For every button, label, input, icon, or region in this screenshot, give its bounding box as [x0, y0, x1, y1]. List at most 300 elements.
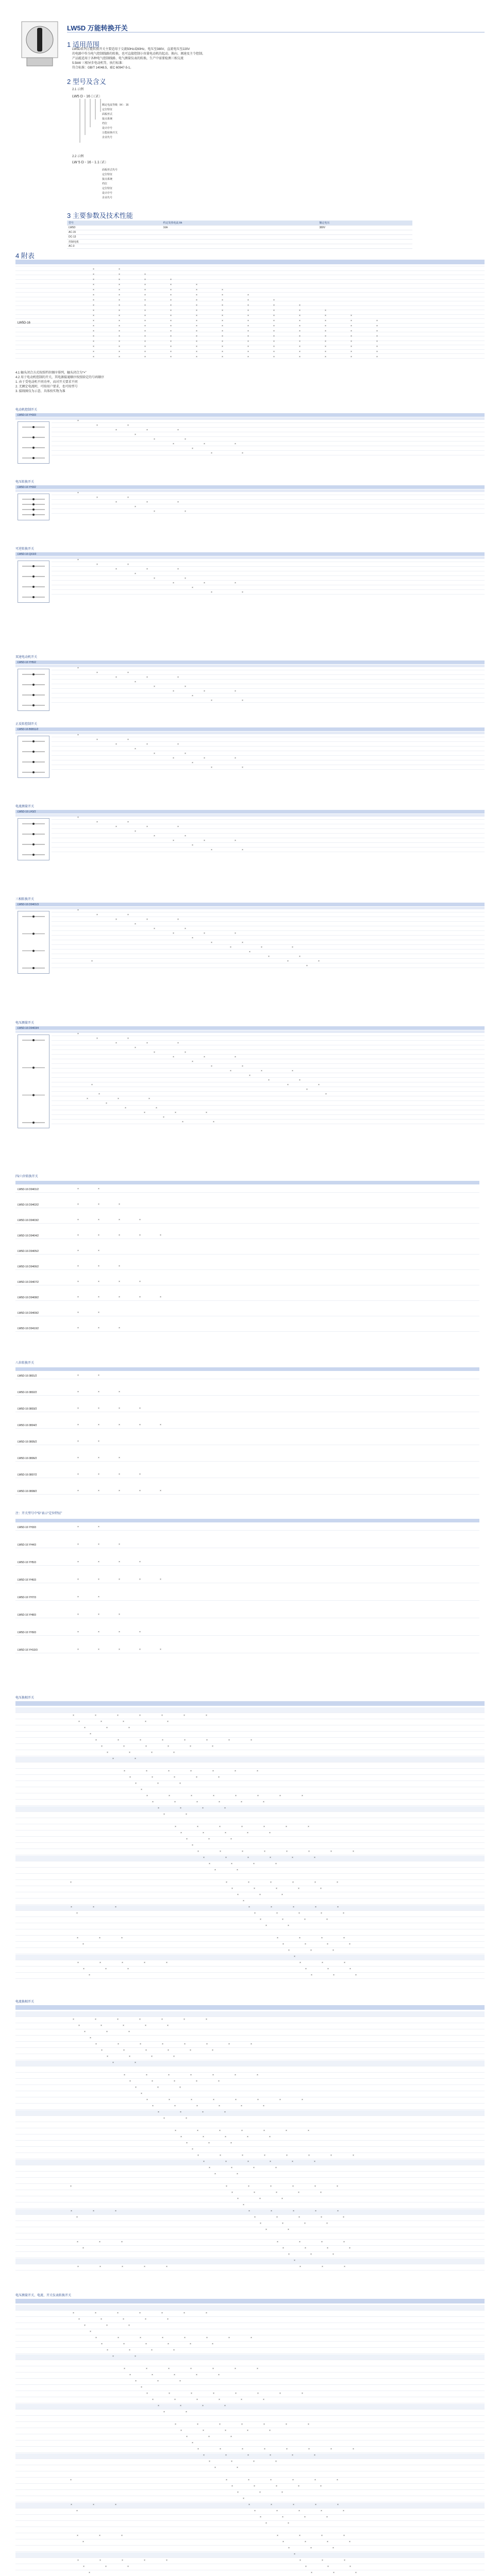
- block-header-band: [15, 485, 485, 489]
- s4-mark: ×: [196, 294, 197, 297]
- block-mark: ×: [146, 568, 148, 571]
- big-table-title: 电压测量开关、电流、开关仪表转换开关: [15, 2294, 72, 2297]
- block-row-line: [52, 422, 485, 423]
- big-table-mark: ×: [257, 1794, 259, 1798]
- s4-mark: ×: [247, 355, 249, 359]
- wiring-diagram: [18, 421, 49, 464]
- wiring-diagram: [18, 561, 49, 603]
- list-a-title: 四/六位转换开关: [15, 1175, 38, 1178]
- block-mark: ×: [77, 419, 79, 422]
- s4-mark: ×: [196, 289, 197, 292]
- big-table-mark: ×: [311, 1974, 312, 1977]
- big-table-mark: ×: [286, 2448, 288, 2451]
- big-table-mark: ×: [265, 2228, 267, 2231]
- s4-mark: ×: [119, 268, 120, 271]
- block-mark: ×: [192, 1060, 193, 1063]
- big-table-mark: ×: [230, 1838, 232, 1841]
- list-mark: ×: [77, 1613, 79, 1616]
- big-table-mark: ×: [128, 2324, 130, 2327]
- s4-mark: ×: [196, 319, 197, 323]
- block-mark: ×: [185, 510, 186, 513]
- block-mark: ×: [185, 438, 186, 441]
- big-table-row-line: [15, 2078, 485, 2079]
- big-table-mark: ×: [277, 1937, 278, 1940]
- big-table-mark: ×: [263, 2423, 265, 2426]
- big-table-mark: ×: [106, 1726, 108, 1730]
- big-table-mark: ×: [144, 1961, 145, 1964]
- big-table-mark: ×: [173, 1751, 175, 1754]
- big-table-mark: ×: [251, 2336, 252, 2340]
- s4-mark: ×: [170, 299, 172, 302]
- s4-mark: ×: [222, 345, 223, 348]
- big-table-mark: ×: [224, 2404, 226, 2408]
- big-table-mark: ×: [243, 2204, 244, 2207]
- big-table-mark: ×: [271, 2210, 272, 2213]
- s4-mark: ×: [325, 319, 326, 323]
- s4-mark: ×: [247, 304, 249, 307]
- block-mark: ×: [148, 1097, 150, 1100]
- big-table-mark: ×: [107, 1751, 108, 1754]
- block-mark: ×: [325, 1093, 327, 1096]
- big-table-mark: ×: [214, 1869, 216, 1872]
- list-mark: ×: [98, 1234, 99, 1237]
- big-table-mark: ×: [90, 2330, 91, 2333]
- big-table-mark: ×: [101, 2343, 103, 2346]
- block-mark: ×: [242, 1065, 243, 1068]
- list-row-line: [15, 1565, 479, 1566]
- block-model: LW5D-16 YH3/3: [18, 414, 36, 417]
- block-row-line: [52, 828, 485, 829]
- big-table-mark: ×: [275, 1862, 277, 1866]
- section-1-text: [72, 47, 278, 71]
- big-table-mark: ×: [124, 1770, 125, 1773]
- big-table-mark: ×: [263, 1825, 265, 1828]
- big-table-mark: ×: [73, 1714, 74, 1717]
- list-row-line: [15, 1461, 479, 1462]
- s4-mark: ×: [119, 350, 120, 353]
- big-table-mark: ×: [90, 2037, 91, 2040]
- block-row-line: [52, 1114, 485, 1115]
- big-table-mark: ×: [282, 2247, 284, 2250]
- big-table-mark: ×: [135, 2061, 136, 2064]
- list-mark: ×: [98, 1407, 99, 1410]
- s4-mark: ×: [325, 340, 326, 343]
- section-2-title: 2 型号及含义: [67, 78, 106, 86]
- block-row-line: [52, 674, 485, 675]
- big-table-mark: ×: [288, 2522, 289, 2525]
- list-mark: ×: [98, 1265, 99, 1268]
- big-table-mark: ×: [241, 1801, 242, 1804]
- s4-mark: ×: [144, 350, 146, 353]
- big-table-mark: ×: [226, 2479, 227, 2482]
- big-table-mark: ×: [123, 2318, 124, 2321]
- big-table-mark: ×: [145, 2343, 147, 2346]
- block-row-line: [52, 1100, 485, 1101]
- s3-cell: LW5D: [67, 226, 162, 230]
- big-table-mark: ×: [203, 1832, 204, 1835]
- big-table-mark: ×: [218, 1776, 220, 1779]
- big-table-mark: ×: [213, 2098, 214, 2102]
- big-table-mark: ×: [152, 1776, 153, 1779]
- list-model: LW5D-16 0806/2: [18, 1457, 37, 1460]
- s4-mark: ×: [119, 335, 120, 338]
- big-table-row-line: [15, 2446, 485, 2447]
- big-table-mark: ×: [168, 2367, 170, 2370]
- s4-mark: ×: [196, 299, 197, 302]
- s4-mark: ×: [376, 325, 378, 328]
- big-table-mark: ×: [322, 2559, 323, 2562]
- big-table-band: [15, 2552, 485, 2557]
- big-table-mark: ×: [299, 2241, 301, 2244]
- big-table-mark: ×: [186, 1838, 188, 1841]
- s4-mark: ×: [144, 319, 146, 323]
- big-table-mark: ×: [186, 2435, 188, 2438]
- block-mark: ×: [204, 443, 205, 446]
- block-mark: ×: [292, 946, 293, 949]
- big-table-row-line: [15, 2520, 485, 2521]
- big-table-mark: ×: [235, 1770, 236, 1773]
- big-table-mark: ×: [145, 2024, 146, 2027]
- s4-row-line: [15, 318, 485, 319]
- big-table-mark: ×: [241, 2398, 242, 2401]
- big-table-mark: ×: [349, 2540, 351, 2544]
- big-table-mark: ×: [263, 2398, 264, 2401]
- list-mark: ×: [77, 1374, 79, 1377]
- s4-mark: ×: [170, 345, 172, 348]
- big-table-mark: ×: [286, 1850, 288, 1853]
- s4-mark: ×: [247, 314, 249, 317]
- block-mark: ×: [192, 694, 193, 698]
- big-table-band: [15, 2305, 485, 2310]
- list-d: [15, 1519, 479, 1673]
- big-table-mark: ×: [184, 2043, 186, 2046]
- big-table-mark: ×: [99, 2559, 101, 2562]
- big-table-mark: ×: [127, 1968, 129, 1971]
- big-table-mark: ×: [196, 2374, 197, 2377]
- big-table-mark: ×: [190, 2049, 191, 2052]
- block-row-line: [52, 741, 485, 742]
- big-table-mark: ×: [343, 1912, 344, 1915]
- big-table-mark: ×: [231, 2460, 232, 2463]
- big-table-mark: ×: [270, 2479, 272, 2482]
- block-mark: ×: [96, 821, 98, 824]
- block-mark: ×: [211, 591, 212, 594]
- block-mark: ×: [173, 1056, 174, 1059]
- big-table-mark: ×: [82, 2540, 84, 2544]
- big-table-mark: ×: [169, 2098, 170, 2102]
- block-mark: ×: [211, 1065, 212, 1068]
- s4-mark: ×: [222, 309, 223, 312]
- big-table-mark: ×: [327, 2565, 329, 2568]
- block-mark: ×: [204, 757, 205, 760]
- block-mark: ×: [235, 932, 236, 935]
- big-table-mark: ×: [152, 2398, 154, 2401]
- s4-row-line: [15, 327, 485, 328]
- big-table-mark: ×: [151, 1751, 153, 1754]
- s4-table: [15, 260, 485, 362]
- block-mark: ×: [135, 1046, 136, 1049]
- block-mark: ×: [91, 1083, 93, 1087]
- big-table-row-line: [15, 2239, 485, 2240]
- block-mark: ×: [154, 927, 155, 930]
- big-table-mark: ×: [78, 1720, 80, 1723]
- big-table-row-line: [15, 2508, 485, 2509]
- big-table-row-line: [15, 2084, 485, 2085]
- big-table-mark: ×: [265, 2522, 267, 2525]
- big-table-mark: ×: [77, 1937, 78, 1940]
- s4-mark: ×: [299, 319, 301, 323]
- big-table-row-line: [15, 2109, 485, 2110]
- s4-mark: ×: [119, 294, 120, 297]
- s3-cell: AC-3: [67, 244, 162, 249]
- block-row-line: [52, 575, 485, 576]
- big-table-row-line: [15, 2251, 485, 2252]
- s4-mark: ×: [299, 325, 301, 328]
- big-table-mark: ×: [225, 2429, 226, 2432]
- list-mark: ×: [119, 1613, 120, 1616]
- s4-mark: ×: [299, 340, 301, 343]
- s4-mark: ×: [351, 319, 352, 323]
- block-mark: ×: [173, 839, 174, 842]
- big-table-mark: ×: [152, 2374, 153, 2377]
- s4-mark: ×: [299, 345, 301, 348]
- model-label: 额定电流等级（A）：16: [102, 104, 129, 107]
- big-table-mark: ×: [275, 2460, 277, 2463]
- big-table-mark: ×: [89, 1974, 90, 1977]
- big-table-mark: ×: [282, 1918, 284, 1921]
- s4-mark: ×: [247, 345, 249, 348]
- model-label: 接点系统: [102, 117, 113, 121]
- big-table-mark: ×: [115, 1906, 116, 1909]
- big-table-mark: ×: [248, 2185, 249, 2188]
- big-table-mark: ×: [263, 1801, 264, 1804]
- block-model: LW5D-16 B0811/2: [18, 728, 39, 731]
- s4-mark: ×: [247, 340, 249, 343]
- list-model: LW5D-16 YH5/3: [18, 1561, 36, 1564]
- big-table-mark: ×: [209, 1862, 210, 1866]
- big-table-mark: ×: [184, 1739, 186, 1742]
- list-mark: ×: [77, 1561, 79, 1564]
- big-table-mark: ×: [196, 1801, 198, 1804]
- big-table-mark: ×: [71, 1906, 72, 1909]
- big-table-mark: ×: [117, 2312, 119, 2315]
- big-table-mark: ×: [179, 2380, 181, 2383]
- big-table-mark: ×: [330, 2448, 332, 2451]
- s4-mark: ×: [247, 299, 249, 302]
- list-mark: ×: [98, 1561, 99, 1564]
- big-table-mark: ×: [168, 2343, 169, 2346]
- big-table-mark: ×: [308, 1825, 309, 1828]
- list-mark: ×: [98, 1648, 99, 1651]
- block-mark: ×: [206, 1111, 207, 1114]
- model-label: 万能转换开关: [102, 131, 118, 134]
- big-table-row-line: [15, 2514, 485, 2515]
- big-table-mark: ×: [139, 2312, 141, 2315]
- s4-mark: ×: [170, 304, 172, 307]
- big-table-band: [15, 1856, 485, 1861]
- list-mark: ×: [119, 1631, 120, 1634]
- big-table-mark: ×: [208, 1838, 210, 1841]
- block-model: LW5D-16 QX3/3: [18, 553, 37, 556]
- s4-mark: ×: [325, 335, 326, 338]
- big-table-mark: ×: [77, 2265, 79, 2268]
- big-table-mark: ×: [174, 2398, 176, 2401]
- big-table-band: [15, 2259, 485, 2264]
- block-row-line: [52, 958, 485, 959]
- big-table-mark: ×: [292, 2479, 294, 2482]
- block-row-line: [52, 594, 485, 595]
- s4-row-line: [15, 349, 485, 350]
- block-row-line: [52, 930, 485, 931]
- s4-mark: ×: [119, 299, 120, 302]
- big-table-mark: ×: [167, 2024, 169, 2027]
- block-mark: ×: [154, 1051, 155, 1054]
- big-table-mark: ×: [276, 1887, 277, 1890]
- s4-mark: ×: [325, 330, 326, 333]
- big-table-title: 电流换相开关: [15, 2001, 35, 2004]
- big-table-mark: ×: [190, 1745, 191, 1748]
- list-model: LW5D-16 D0406/2: [18, 1265, 39, 1268]
- big-table-mark: ×: [184, 1714, 185, 1717]
- s4-mark: ×: [247, 309, 249, 312]
- list-mark: ×: [77, 1578, 79, 1581]
- big-table-mark: ×: [162, 2043, 163, 2046]
- block-mark: ×: [185, 927, 186, 930]
- block-mark: ×: [146, 501, 148, 504]
- s4-mark: ×: [273, 309, 275, 312]
- s4-mark: ×: [144, 283, 146, 286]
- big-table-mark: ×: [299, 2265, 301, 2268]
- block-header-band: [15, 660, 485, 664]
- block-row-line: [52, 833, 485, 834]
- big-table-row-line: [15, 1811, 485, 1812]
- list-mark: ×: [160, 1296, 161, 1299]
- big-table-mark: ×: [77, 2241, 78, 2244]
- block-mark: ×: [177, 501, 179, 504]
- block-mark: ×: [77, 492, 79, 495]
- block-row-line: [52, 944, 485, 945]
- big-table-mark: ×: [190, 2343, 191, 2346]
- big-table-mark: ×: [218, 2080, 220, 2083]
- block-mark: ×: [173, 757, 174, 760]
- block-mark: ×: [77, 667, 79, 670]
- list-mark: ×: [77, 1473, 79, 1476]
- big-table-mark: ×: [231, 2166, 232, 2170]
- big-table-mark: ×: [293, 2503, 294, 2506]
- big-table-row-line: [15, 2347, 485, 2348]
- big-table-mark: ×: [276, 2216, 278, 2219]
- s3-cell: 16A: [162, 226, 318, 230]
- s4-row-line: [15, 314, 485, 315]
- list-mark: ×: [139, 1648, 141, 1651]
- big-table-mark: ×: [299, 2534, 301, 2537]
- list-model: LW5D-16 0802/2: [18, 1391, 37, 1394]
- list-mark: ×: [98, 1543, 99, 1546]
- big-table-mark: ×: [332, 2253, 334, 2256]
- big-table-mark: ×: [321, 2216, 322, 2219]
- block-mark: ×: [77, 1032, 79, 1036]
- big-table-mark: ×: [206, 2336, 208, 2340]
- big-table-mark: ×: [231, 1887, 233, 1890]
- list-mark: ×: [98, 1203, 99, 1206]
- big-table-mark: ×: [225, 1832, 226, 1835]
- block-mark: ×: [242, 941, 243, 944]
- big-table-mark: ×: [101, 2049, 103, 2052]
- big-table-mark: ×: [203, 2454, 205, 2457]
- big-table-row-line: [15, 2035, 485, 2036]
- big-table-mark: ×: [248, 2479, 249, 2482]
- s1-line: 符合标准：GB/T 14048.5，IEC 60947-5-1。: [72, 66, 134, 70]
- s4-mark: ×: [222, 304, 223, 307]
- list-mark: ×: [77, 1218, 79, 1222]
- big-table-mark: ×: [305, 2247, 306, 2250]
- big-table-mark: ×: [146, 2098, 148, 2102]
- list-mark: ×: [77, 1543, 79, 1546]
- big-table-mark: ×: [294, 2259, 295, 2262]
- big-table-mark: ×: [349, 2565, 351, 2568]
- block-mark: ×: [106, 1102, 107, 1105]
- big-table-mark: ×: [344, 2559, 345, 2562]
- big-table-mark: ×: [101, 1745, 103, 1748]
- s4-mark: ×: [247, 330, 249, 333]
- big-table-mark: ×: [161, 1714, 163, 1717]
- big-table-mark: ×: [269, 2136, 271, 2139]
- big-table-mark: ×: [157, 2380, 159, 2383]
- big-table-mark: ×: [349, 1968, 351, 1971]
- s4-mark: ×: [93, 340, 94, 343]
- big-table-mark: ×: [214, 2466, 216, 2469]
- list-mark: ×: [77, 1489, 79, 1493]
- block-model: LW5D-16 D0403/4: [18, 1027, 39, 1030]
- list-mark: ×: [119, 1296, 120, 1299]
- big-table-mark: ×: [135, 2380, 137, 2383]
- block-mark: ×: [115, 501, 117, 504]
- big-table-mark: ×: [157, 1782, 159, 1785]
- list-model: LW5D-16 YH6/3: [18, 1579, 36, 1582]
- s4-mark: ×: [144, 345, 146, 348]
- big-table-row-line: [15, 2183, 485, 2184]
- big-table-band: [15, 2354, 485, 2360]
- big-table-mark: ×: [192, 2148, 193, 2151]
- big-table-mark: ×: [293, 1906, 294, 1909]
- block-sub-band: [15, 417, 485, 420]
- big-table-mark: ×: [304, 2516, 306, 2519]
- big-table-mark: ×: [275, 2166, 277, 2170]
- s4-mark: ×: [247, 325, 249, 328]
- big-table-mark: ×: [208, 2142, 210, 2145]
- big-table-mark: ×: [83, 2565, 85, 2568]
- list-model: LW5D-16 YH3/3: [18, 1526, 36, 1529]
- list-mark: ×: [98, 1613, 99, 1616]
- list-model: LW5D-16 0801/2: [18, 1375, 37, 1378]
- big-table-mark: ×: [146, 1794, 148, 1798]
- s4-mark: ×: [325, 350, 326, 353]
- big-table-mark: ×: [225, 2454, 227, 2457]
- big-table-mark: ×: [237, 2197, 239, 2200]
- big-table-mark: ×: [288, 1924, 289, 1927]
- big-table-mark: ×: [140, 2043, 141, 2046]
- big-table-mark: ×: [141, 1788, 142, 1791]
- big-table-band: [15, 2110, 485, 2115]
- big-table-mark: ×: [326, 2516, 328, 2519]
- model-label: 档位: [102, 182, 108, 185]
- list-mark: ×: [160, 1234, 161, 1237]
- list-mark: ×: [139, 1296, 141, 1299]
- big-table-mark: ×: [123, 1720, 124, 1723]
- big-table-row-line: [15, 2384, 485, 2385]
- list-mark: ×: [98, 1218, 99, 1222]
- s4-mark: ×: [144, 304, 146, 307]
